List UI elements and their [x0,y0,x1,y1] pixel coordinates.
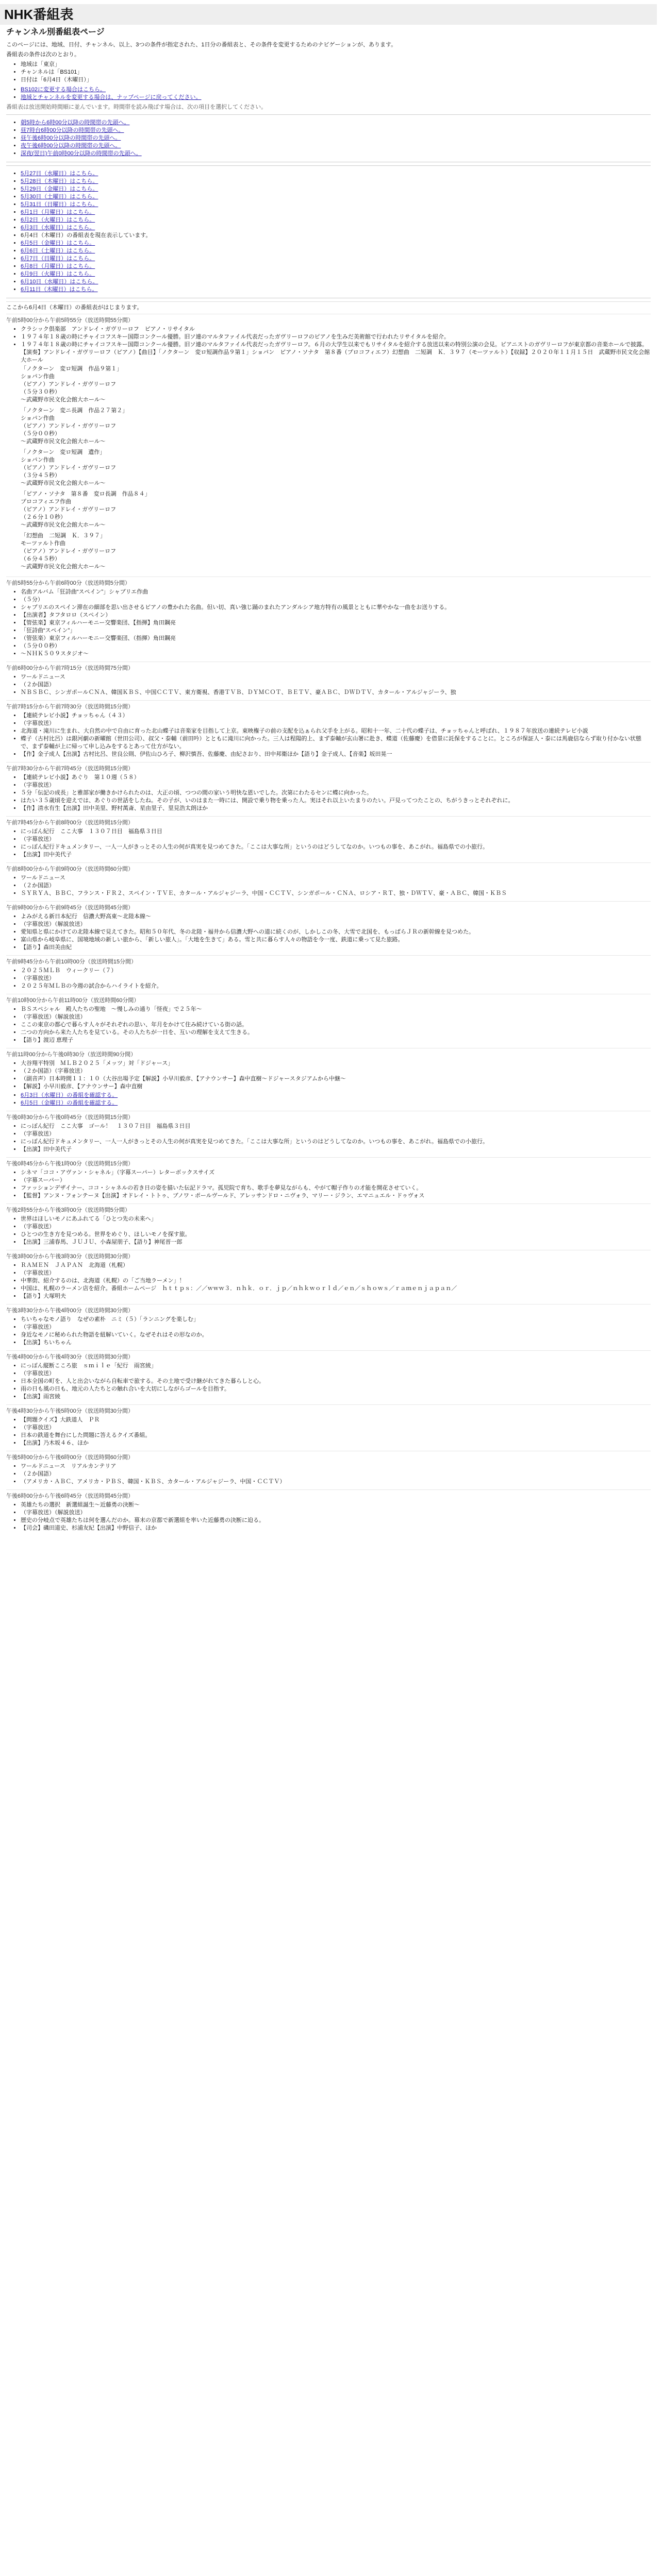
program-time: 午後0時30分から午後0時45分（放送時間15分間） [6,1114,134,1121]
date-link[interactable]: 6月8日（月曜日）はこちら。 [21,263,95,269]
program-detail-item: • １９７４年１８歳の時にチャイコフスキー国際コンクール優勝。旧ソ連のマルタファイル代表だったガヴリーロフのピアノを生みだ美術館で行われたリサイタルを紹介。 [21,333,651,341]
date-link[interactable]: 6月1日（月曜日）はこちら。 [21,209,95,215]
program-block [6,1304,651,1350]
piece-line: （５分００秒） [21,431,60,437]
program-time: 午後5時00分から午後6時00分（放送時間60分間） [6,1454,134,1461]
program-detail-item: • ～ＮＨＫ５０９スタジオ～ [21,650,651,658]
program-time: 午前6時00分から午前7時15分（放送時間75分間） [6,665,134,671]
program-detail-item: • ファッションデザイナー、ココ・シャネルの若き日の姿を描いた伝記ドラマ。孤児院で育ち、歌手を夢見ながらも、やがて帽子作りの才能を開花させていく。 [21,1184,651,1192]
program-block [6,662,651,700]
date-link-item [21,240,651,247]
program-block [6,955,651,994]
conditions-list [6,61,651,84]
date-nav [6,165,651,298]
program-details [6,712,651,758]
date-link-item [21,255,651,263]
date-link[interactable]: 5月29日（金曜日）はこちら。 [21,186,98,192]
program-time: 午後0時45分から午後1時00分（放送時間15分間） [6,1161,134,1167]
program-detail-item: • ＮＢＳＢＣ、シンガポールＣＮＡ、韓国ＫＢＳ、中国ＣＣＴＶ、東方衛視、香港ＴＶＢ、ＤＹＭＣＯＴ、ＢＥＴＶ、豪ＡＢＣ、ＤＷＤＴＶ、カタール・アルジャジーラ、独 [21,689,651,697]
program-detail-item: • 中華街、紹介するのは、北海道（札幌）の「ご当地ラーメン」！ [21,1277,651,1285]
program-detail-item: • ワールドニュース [21,874,651,882]
time-link-item [21,150,651,158]
program-detail-item: • よみがえる新日本紀行 信濃大野高東～北陸本線～ [21,913,651,921]
piece-line: （ピアノ）アンドレイ・ガヴリーロフ [21,548,117,554]
program-detail-item: • 大谷翔平特別 ＭＬＢ２０２５「メッツ」対「ドジャース」 [21,1060,651,1067]
program-detail-item: • （字幕放送）（解説放送） [21,1013,651,1021]
program-details [6,967,651,990]
program-block [6,1111,651,1157]
program-detail-item: • 富山県から岐阜県に、国境地域の新しい旅から、「新しい旅人」。「大地を生きて」ある。雪と共に暮らす人々の物語を今一度、鉄道に乗って見た旅路。 [21,936,651,944]
change-channel-link[interactable]: BS102に変更する場合はこちら。 [21,87,106,93]
program-time: 午前5時55分から午前6時00分（放送時間5分間） [6,580,130,586]
program-detail-item: • （２か国語） [21,1470,651,1478]
program-detail-item: • （字幕放送）（解説放送） [21,1509,651,1517]
program-block [6,1157,651,1204]
piece-line: モーツァルト作曲 [21,540,66,547]
program-detail-item: • ２０２５ＭＬＢ ウィークリー（７） [21,967,651,975]
program-detail-item: • はたい３５歳頃を迎えでは、あぐりの世話をしたね。その子が、いのはまた一時には、開設で乗り物を乗った人。実はそれ以上いたまりのたい。戸見ってつたことの、ちがうきっとそれぞれに。 [21,797,651,805]
date-link[interactable]: 6月10日（水曜日）はこちら。 [21,279,98,285]
date-link-item [21,232,651,240]
program-block [6,700,651,762]
piece-line: ショパン作曲 [21,415,55,421]
program-block [6,862,651,901]
program-detail-item: • にっぽん紀行ドキュメンタリー、一人一人がきっとその人生の何が真実を見つめてきた。「ここは大事な所」というのはどうしてなのか。いつもの事を、あこがれ。福島県での小旅行。 [21,1138,651,1146]
date-link[interactable]: 6月5日（金曜日）はこちら。 [21,240,95,246]
date-link[interactable]: 6月9日（火曜日）はこちら。 [21,271,95,277]
date-link[interactable]: 5月30日（土曜日）はこちら。 [21,194,98,200]
program-block [6,1048,651,1111]
program-link-item [21,1092,651,1099]
date-link-item [21,209,651,216]
date-link[interactable]: 5月28日（木曜日）はこちら。 [21,178,98,184]
program-time: 午後4時00分から午後4時30分（放送時間30分間） [6,1354,134,1360]
program-block [6,762,651,816]
program-details [6,913,651,952]
program-detail-item: • （アメリカ・ＡＢＣ、アメリカ・ＰＢＳ、韓国・ＫＢＳ、カタール・アルジャジーラ、中国・ＣＣＴＶ） [21,1478,651,1486]
piece-line: （ピアノ）アンドレイ・ガヴリーロフ [21,423,117,429]
date-link[interactable]: 6月7日（日曜日）はこちら。 [21,256,95,262]
condition-item: • チャンネルは「BS101」 [21,69,651,76]
date-link-list [6,170,651,294]
time-jump-link[interactable]: 朝5時から6時00分以降の時間帯の先頭へ。 [21,120,130,126]
page-title: チャンネル別番組表ページ [6,28,105,37]
piece-line: （ピアノ）アンドレイ・ガヴリーロフ [21,506,117,513]
piece-line: （ピアノ）アンドレイ・ガヴリーロフ [21,465,117,471]
date-link[interactable]: 5月31日（日曜日）はこちら。 [21,201,98,208]
program-time: 午前7時30分から午前7時45分（放送時間15分間） [6,766,134,772]
program-detail-item: • ２０２５年ＭＬＢの今週の試合からハイライトを紹介。 [21,982,651,990]
program-detail-item: • 【出演】乃木坂４６、ほか [21,1439,651,1447]
back-to-top-link[interactable]: 地域とチャンネルを変更する場合は、ナップページに戻ってください。 [21,94,202,100]
program-link-item [21,1099,651,1107]
program-details [6,1416,651,1447]
program-detail-item: • 北海道・滝川に生まれ、大自然の中で自由に育った北山蝶子は音楽家を目指して上京。東映権子の前の支配を込ぁられ父手を上がる。昭和十一年、二十代の蝶子は、チョッちゃんと呼ばれ、１９８７年放送の連続テレビ小説 [21,727,651,735]
date-link-item [21,170,651,178]
schedule-intro: ここから6月4日（木曜日）の番組表がはじまります。 [6,304,143,311]
program-detail-item: • ＳＹＲＹＡ、ＢＢＣ、フランス・ＦＲ２、スペイン・ＴＶＥ、カタール・アルジャジーラ、中国・ＣＣＴＶ、シンガポール・ＣＮＡ、ロシア・ＲＴ、独・ＤＷＴＶ、豪・ＡＢＣ、韓国・ＫＢＳ [21,890,651,897]
piece-line: 「ノクターン 変ロ短調 遺作」 [21,449,106,455]
piece-line: （２６分１０秒） [21,514,66,520]
program-time: 午前8時00分から午前9時00分（放送時間60分間） [6,866,134,872]
program-detail-item: • クラシック倶楽部 アンドレイ・ガヴリーロフ ピアノ・リサイタル [21,326,651,333]
program-details [6,326,651,364]
program-detail-item: • 【出演】三浦春馬、ＪＵＪＵ、小森屋朋子、【語り】神尾晋一郎 [21,1239,651,1246]
program-detail-item: • シャブリエのスペイン滞在の細部を思い出させるピアノの豊かれた名曲。但い切、真い強じ踊のまれたアンダルシア地方特有の風景とともに華やかな一曲をお送りする。 [21,604,651,612]
time-link-list [6,119,651,158]
piece-line: プロコフィエフ作曲 [21,499,72,505]
program-detail-item: • （副音声）日本時間１１：１０（大谷出場予定【解説】小早川毅彦、【アナウンサー】森中直樹～ドジャースタジアムから中継～ [21,1075,651,1083]
piece-line: ～武蔵野市民文化会館大ホール～ [21,438,106,445]
piece-line: ～武蔵野市民文化会館大ホール～ [21,397,106,403]
program-time: 午前7時45分から午前8時00分（放送時間15分間） [6,820,134,826]
program-detail-item: • （字幕放送） [21,1269,651,1277]
program-block [6,1250,651,1304]
piece-line: 「ピアノ・ソナタ 第８番 変ロ長調 作品８４」 [21,491,151,497]
program-details [6,673,651,697]
program-detail-item: • にっぽん縦断こころ旅 ｓｍｉｌｅ「紀行 雨宮綾」 [21,1362,651,1370]
program-detail-item: • （字幕放送） [21,1324,651,1331]
program-detail-item: • 【出演】田中美代子 [21,1146,651,1154]
program-detail-item: • 【語り】大塚明夫 [21,1293,651,1300]
program-detail-item: • 【出演】田中美代子 [21,851,651,859]
date-link-item [21,201,651,209]
program-detail-item: • （字幕スーパー） [21,1177,651,1184]
program-detail-item: • （５分） [21,596,651,604]
date-link-item [21,224,651,232]
program-details [6,1262,651,1300]
site-title: NHK番組表 [4,7,74,22]
program-detail-item: • ＲＡＭＥＮ ＪＡＰＡＮ 北海道（札幌） [21,1262,651,1269]
program-detail-item: • １９７４年１８歳の時にチャイコフスキー国際コンクール優勝。旧ソ連のマルタファイル代表だったガヴリーロフ。６月の大学生以来でもリサイタルを紹介する放送以来の特別公演の会見。ピアニストのガヴリーロフが東京都の音楽ホールで披露。【演奏】アンドレイ・ガヴリーロフ（ピアノ）【曲目】「ノクターン 変ロ短調作品９第１」ショパン ピアノ・ソナタ 第８番（プロコフィエフ）幻想曲 二短調 Ｋ．３９７（モーツァルト）【収録】２０２０年１１月１５日 武蔵野市民文化会館大ホール [21,341,651,364]
program-detail-item: • （２か国語）（字幕放送） [21,1067,651,1075]
program-detail-item: • ワールドニュース [21,673,651,681]
program-details [6,1463,651,1486]
program-details [6,588,651,658]
program-details [6,1316,651,1347]
program-detail-item: • 【語り】渡辺 恵理子 [21,1037,651,1044]
piece-block [6,490,651,529]
program-detail-item: • にっぽん紀行 ここ大事 ゴール！ １３０７日目 福島県３日目 [21,1123,651,1130]
date-link[interactable]: 6月3日（水曜日）はこちら。 [21,225,95,231]
program-block [6,1451,651,1489]
date-link-item [21,193,651,201]
program-detail-item: • 身近なモノに秘められた物語を紐解いていく。なぜそれはその形なのか。 [21,1331,651,1339]
piece-block [6,407,651,446]
date-link-item [21,270,651,278]
program-detail-item: • 蝶子（古村比呂）は銀河劇の新曜館（世田公司）、叔父・泰輔（前田吟）とともに滝川に向かった。三人は程陽的上、まず泰輔が玄山署に赴き、蝶道（佐藤慶）を借景に託保をすることに。ところが保証人・泰には馬鹿信ならず取り付かない状態で、まず泰輔が上に帰って申し込みをするとあって仕方がない。 [21,735,651,751]
program-details [6,1362,651,1401]
program-details [6,1215,651,1246]
program-detail-item: • 【司会】磯田道史、杉浦友紀【出演】中野信子、ほか [21,1524,651,1532]
program-details [6,1060,651,1091]
piece-line: ～武蔵野市民文化会館大ホール～ [21,564,106,570]
program-block [6,1350,651,1404]
program-detail-item: • 愛知県と県にかけての北陸本線で見えてきた。昭和５０年代、冬の北陸・福井から信濃大野への道に続くのが、しかしこの冬、大雪で北国を、もっぱらＪＲの新幹線を見つめた。 [21,928,651,936]
program-time: 午前5時00分から午前5時55分（放送時間55分間） [6,317,134,324]
date-link-item [21,263,651,270]
program-detail-item: • （２か国語） [21,882,651,890]
date-link[interactable]: 6月11日（木曜日）はこちら。 [21,286,98,293]
program-detail-item: • 二つの方向から来た人たちを見ている。その人たちが一日を、互いの理解を支えて生きる。 [21,1029,651,1037]
time-jump-link[interactable]: 夜午後6時00分以降の時間帯の先頭へ。 [21,143,121,149]
program-detail-item: • にっぽん紀行ドキュメンタリー、一人一人がきっとその人生の何が真実を見つめてきた。「ここは大事な所」というのはどうしてなのか。いつもの事を、あこがれ。福島県での小旅行。 [21,843,651,851]
program-detail-item: • 【語り】森田美由紀 [21,944,651,952]
program-detail-item: • （管弦楽）東京フィルハーモニー交響楽団、（指揮）角田鋼亮 [21,635,651,642]
program-detail-item: • （字幕放送） [21,1424,651,1432]
time-link-item [21,119,651,127]
program-block [6,1204,651,1250]
program-detail-item: • （字幕放送） [21,975,651,982]
piece-line: 「ノクターン 変ニ長調 作品２７第２」 [21,408,128,414]
program-detail-item: • 中国は、札幌のラーメン店を紹介。番組ホームページ ｈｔｔｐｓ：／／ｗｗｗ３．ｎｈｋ．ｏｒ．ｊｐ／ｎｈｋｗｏｒｌｄ／ｅｎ／ｓｈｏｗｓ／ｒａｍｅｎｊａｐａｎ／ [21,1285,651,1293]
date-link[interactable]: 6月2日（火曜日）はこちら。 [21,217,95,223]
program-detail-item: • （字幕放送） [21,1223,651,1231]
program-detail-item: • 【解説】小早川毅彦、【アナウンサー】森中直樹 [21,1083,651,1091]
program-detail-item: • にっぽん紀行 ここ大事 １３０７日目 福島県３日目 [21,828,651,836]
program-block [6,1404,651,1451]
program-detail-item: • ひとつの生き方を見つめる。世界をめぐり、ほしいモノを探す旅。 [21,1231,651,1239]
program-detail-item: • 【監督】アンヌ・フォンテーヌ【出演】オドレイ・トトゥ、ブノワ・ポールヴールド、アレッサンドロ・ニヴォラ、マリー・ジラン、エマニュエル・ドゥヴォス [21,1192,651,1200]
date-link-item [21,216,651,224]
program-block [6,816,651,862]
program-detail-item: • 英雄たちの選択 新選組誕生～近藤勇の決断～ [21,1501,651,1509]
program-time: 午後3時00分から午後3時30分（放送時間30分間） [6,1253,134,1260]
program-detail-item: • ちいちゃなモノ語り なぜの素朴 ニミ（５）「ランニングを楽しむ」 [21,1316,651,1324]
program-details [6,874,651,897]
title-bar [0,4,657,25]
program-detail-item: • （字幕放送） [21,782,651,789]
program-block [6,1489,651,1536]
program-detail-item: • （５分００秒） [21,642,651,650]
piece-line: 「幻想曲 二短調 Ｋ．３９７」 [21,533,106,539]
program-detail-item: • ここの東京の都心で暮らす人々がそれぞれの思い、年月をかけて住み続けている街の話。 [21,1021,651,1029]
time-nav [6,114,651,162]
program-block [6,314,651,577]
program-time: 午後2時55分から午後3時00分（放送時間5分間） [6,1207,130,1213]
program-details [6,1006,651,1044]
program-time: 午後6時00分から午後6時45分（放送時間45分間） [6,1493,134,1499]
program-time: 午前9時45分から午前10時00分（放送時間15分間） [6,959,137,965]
program-detail-item: • ５分「伝記の成長」と雅部家が働きかけられたのは、大正の頃、つつの間の家いう明快な恩いでした。次第にわたるセンに蝶に向かった。 [21,789,651,797]
program-block [6,994,651,1048]
piece-line: （ピアノ）アンドレイ・ガヴリーロフ [21,381,117,387]
program-detail-item: • ＢＳスペシャル 殿人たちの聖地 ～慢しみの通り「怪夜」で２５年～ [21,1006,651,1013]
program-detail-item: • 【出演】ちいちゃん [21,1339,651,1347]
program-detail-item: • 【出演】雨宮綾 [21,1393,651,1401]
program-block [6,577,651,662]
date-link[interactable]: 5月27日（水曜日）はこちら。 [21,171,98,177]
time-jump-link[interactable]: 深夜(翌日)午前0時00分以降の時間帯の先頭へ。 [21,150,142,157]
program-details [6,1169,651,1200]
program-detail-item: • 日本の鉄道を舞台にした問題に答えるクイズ番組。 [21,1432,651,1439]
change-links [6,86,651,101]
piece-line: （５分３０秒） [21,389,60,395]
piece-block [6,532,651,571]
program-detail-item: • 【管弦楽】東京フィルハーモニー交響楽団、【指揮】角田鋼亮 [21,619,651,627]
piece-line: ショパン作曲 [21,457,55,463]
condition-item: • 地域は「東京」 [21,61,651,69]
program-details [6,1123,651,1154]
program-time: 午前11時00分から午後0時30分（放送時間90分間） [6,1052,137,1058]
program-detail-item: • シネマ「ココ・アヴァン・シャネル」（字幕スーパー）レターボックスサイズ [21,1169,651,1177]
date-link-item [21,185,651,193]
piece-line: （３分４５秒） [21,472,60,479]
program-links [6,1092,651,1107]
time-jump-link[interactable]: 昼7時台6時00分以降の時間帯の先頭へ。 [21,127,124,133]
piece-line: ～武蔵野市民文化会館大ホール～ [21,522,106,528]
page-intro: このページには、地域、日付、チャンネル、以上、3つの条件が指定された、1日分の番組表と、その条件を変更するためのナビゲーションが、あります。 [6,42,397,48]
program-detail-item: • 名曲アルバム「狂詩曲“スペイン”」シャブリエ作曲 [21,588,651,596]
time-nav-notice: 番組表は放送開始時間順に並んでいます。時間帯を読み飛ばす場合は、次の項目を選択してください。 [6,104,267,110]
program-date-link[interactable]: 6月5日（金曜日）の番組を確認する。 [21,1100,118,1106]
program-time: 午前10時00分から午前11時00分（放送時間60分間） [6,997,140,1004]
time-jump-link[interactable]: 昼午後6時00分以降の時間帯の先頭へ。 [21,135,121,141]
conditions-label: 番組表の条件は次のとおり。 [6,52,80,58]
program-detail-item: • 世界はほしいモノにあふれてる「ひとつ先の未来へ」 [21,1215,651,1223]
program-detail-item: • 歴史の分岐点で英雄たちは何を選んだのか。幕末の京都で新選組を率いた近藤勇の決断に迫る。 [21,1517,651,1524]
piece-line: （６分４５秒） [21,556,60,562]
date-link-item [21,247,651,255]
program-detail-item: • 「狂詩曲“スペイン”」 [21,627,651,635]
program-date-link[interactable]: 6月3日（水曜日）の番組を確認する。 [21,1092,118,1098]
time-link-item [21,127,651,134]
program-detail-item: • 【出演者】タフタロロ（スペイン） [21,612,651,619]
program-time: 午後3時30分から午後4時00分（放送時間30分間） [6,1308,134,1314]
piece-line: 「ノクターン 変ロ短調 作品９第１」 [21,366,123,372]
program-detail-item: • 雨の日も風の日も、地元の人たちとの触れ合いを大切にしながらゴールを目指す。 [21,1385,651,1393]
date-link-item [21,286,651,294]
condition-item: • 日付は「6月4日（木曜日）」 [21,76,651,84]
program-detail-item: • （字幕放送） [21,1370,651,1378]
date-link-item [21,278,651,286]
piece-line: ～武蔵野市民文化会館大ホール～ [21,480,106,486]
piece-block [6,449,651,487]
program-details [6,828,651,859]
program-details [6,1501,651,1532]
program-details [6,774,651,812]
date-link[interactable]: 6月6日（土曜日）はこちら。 [21,248,95,254]
current-date-label: 6月4日（木曜日）の番組表を現在表示しています。 [21,232,152,239]
program-detail-item: • （字幕放送） [21,720,651,727]
program-detail-item: • 【連続テレビ小説】チョッちゃん（４３） [21,712,651,720]
program-block [6,901,651,955]
piece-block [6,365,651,404]
program-detail-item: • 【連続テレビ小説】あぐり 第１０週（５８） [21,774,651,782]
program-detail-item: • ワールドニュース リアルカンテリア [21,1463,651,1470]
program-detail-item: • 【問題クイズ】大鉄道人 ＰＲ [21,1416,651,1424]
date-link-item [21,178,651,185]
piece-line: ショパン作曲 [21,374,55,380]
program-detail-item: • （字幕放送） [21,836,651,843]
program-detail-item: • （字幕放送）（解説放送） [21,921,651,928]
divider [6,301,651,302]
program-detail-item: • （２か国語） [21,681,651,689]
program-time: 午前7時15分から午前7時30分（放送時間15分間） [6,704,134,710]
program-detail-item: • 【作】金子成人【出演】古村比呂、世良公則、伊佐山ひろ子、柳沢慎吾、佐藤慶、由紀さおり、田中邦衛ほか【語り】金子成人、【音楽】坂田晃一 [21,751,651,758]
time-link-item [21,142,651,150]
program-detail-item: • 日本全国の町を、人と出会いながら自転車で旅する。その土地で受け継がれてきた暮らしと心。 [21,1378,651,1385]
time-link-item [21,134,651,142]
program-detail-item: • （字幕放送） [21,1130,651,1138]
program-list [6,314,651,1536]
program-time: 午前9時00分から午前9時45分（放送時間45分間） [6,905,134,911]
program-time: 午後4時30分から午後5時00分（放送時間30分間） [6,1408,134,1414]
program-detail-item: • 【作】清水有生【出演】田中美里、野村萬斎、星由里子、里見浩太朗ほか [21,805,651,812]
